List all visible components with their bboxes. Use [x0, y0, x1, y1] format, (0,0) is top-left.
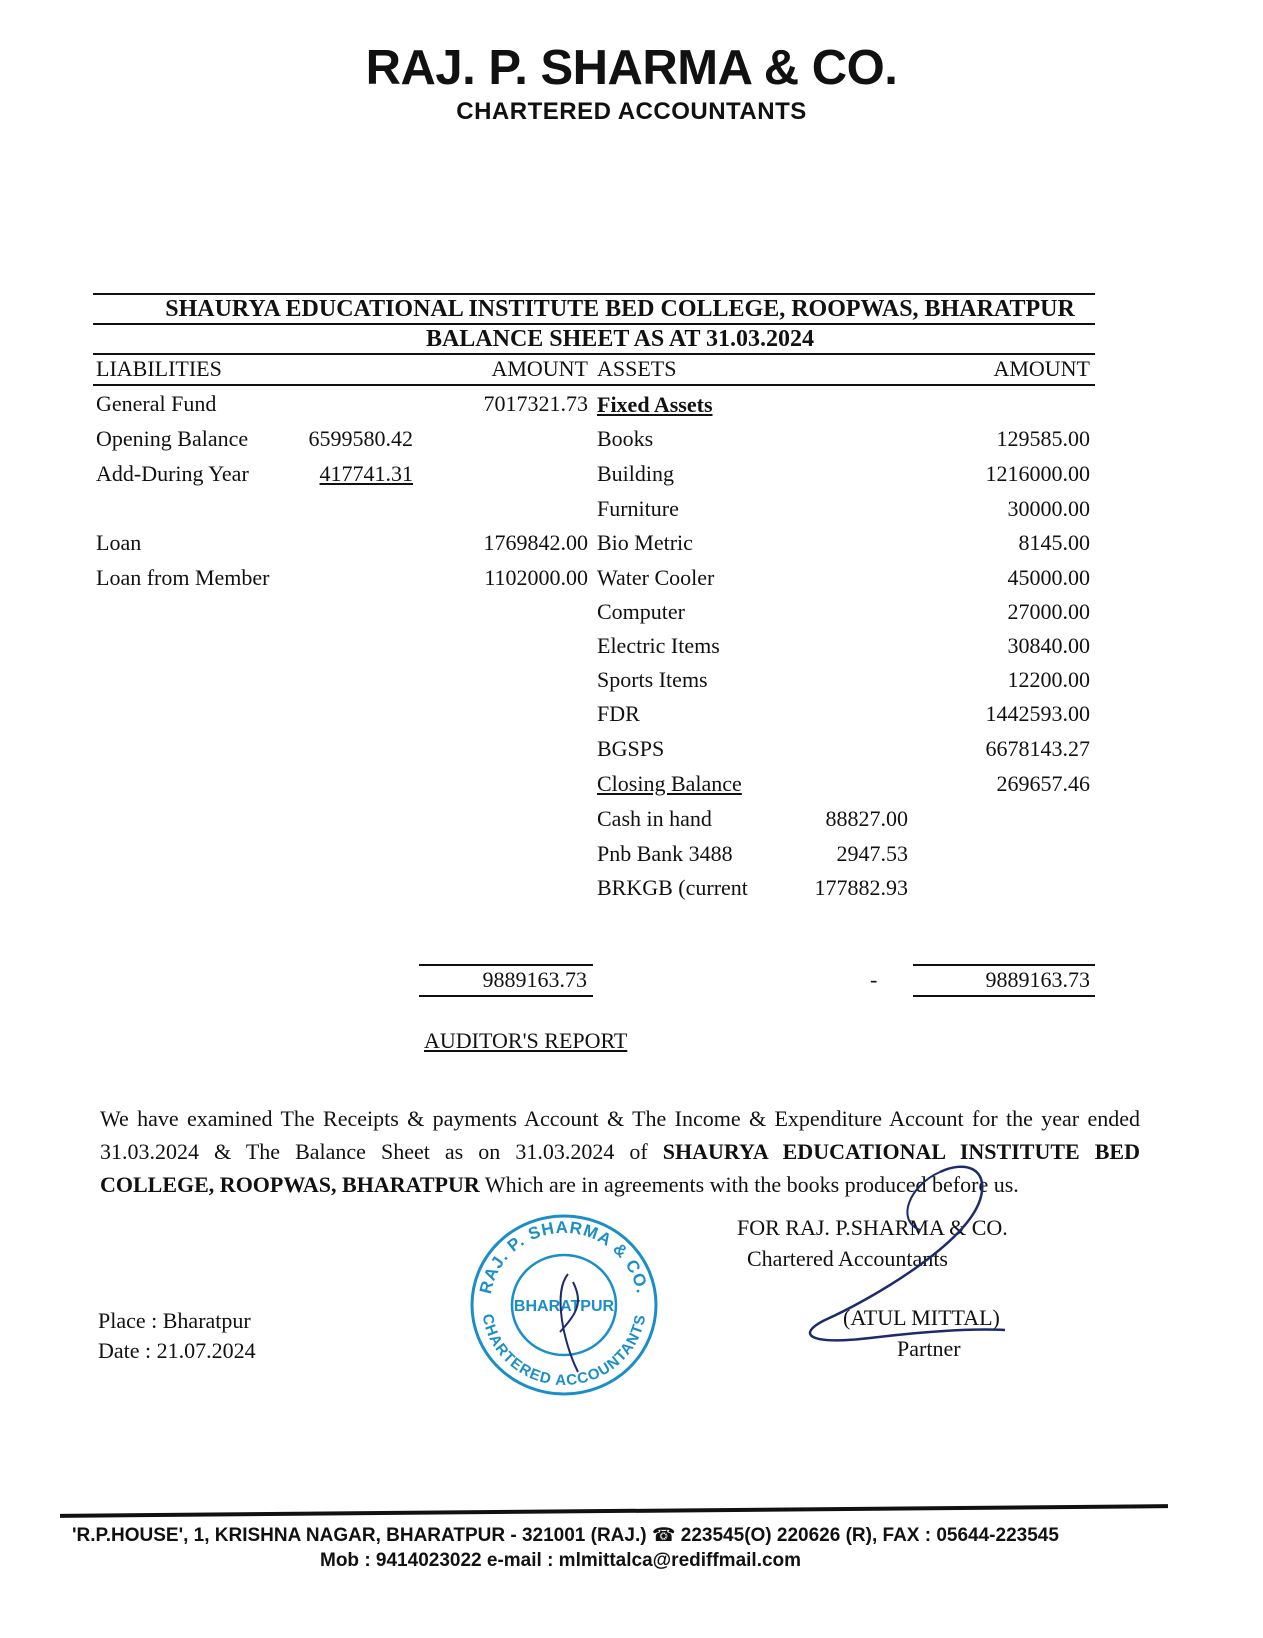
asset-label: Building [597, 461, 675, 486]
asset-label: Bio Metric [597, 530, 693, 555]
designation-line: Chartered Accountants [747, 1246, 948, 1271]
place-line: Place : Bharatpur [98, 1308, 251, 1333]
auditor-report-text-part2: Which are in agreements with the books produced before us. [479, 1172, 1019, 1197]
closing-item-label: Pnb Bank 3488 [597, 841, 733, 866]
for-firm-line: FOR RAJ. P.SHARMA & CO. [737, 1215, 1008, 1240]
total-left-rule-bottom [419, 995, 593, 997]
asset-label: Computer [597, 599, 685, 624]
asset-label: Books [597, 426, 654, 451]
rule-below-title [93, 323, 1095, 325]
signatory-role: Partner [897, 1336, 961, 1361]
asset-amount: 1216000.00 [985, 461, 1090, 486]
footer-address: 'R.P.HOUSE', 1, KRISHNA NAGAR, BHARATPUR - 321001 (RAJ.) ☎ 223545(O) 220626 (R), FAX : 05644-223545 [72, 1525, 1059, 1546]
firm-name: RAJ. P. SHARMA & CO. [365, 41, 898, 95]
loan-label: Loan [96, 530, 142, 555]
svg-text:RAJ. P. SHARMA & CO. [476, 1218, 652, 1296]
closing-item-label: Cash in hand [597, 806, 712, 831]
asset-label: Sports Items [597, 667, 708, 692]
header-liabilities: LIABILITIES [96, 356, 222, 381]
stamp-bottom-text: CHARTERED ACCOUNTANTS [478, 1312, 650, 1390]
loan-member-label: Loan from Member [96, 565, 270, 590]
handwritten-signature [790, 1160, 1020, 1360]
total-left-rule-top [419, 964, 593, 966]
fixed-assets-heading: Fixed Assets [597, 392, 713, 417]
asset-amount: 30000.00 [1007, 496, 1090, 521]
general-fund-label: General Fund [96, 391, 217, 416]
opening-balance-value: 6599580.42 [308, 426, 413, 451]
asset-amount: 30840.00 [1007, 633, 1090, 658]
footer-contact: Mob : 9414023022 e-mail : mlmittalca@rediffmail.com [320, 1550, 802, 1571]
closing-balance-label: Closing Balance [597, 771, 742, 796]
header-assets: ASSETS [597, 356, 677, 381]
asset-amount: 1442593.00 [985, 701, 1090, 726]
rule-top [93, 293, 1095, 295]
asset-label: Water Cooler [597, 565, 715, 590]
footer-rule [60, 1504, 1168, 1518]
total-left: 9889163.73 [482, 967, 587, 992]
general-fund-amount: 7017321.73 [483, 391, 588, 416]
add-during-year-value: 417741.31 [319, 461, 413, 486]
asset-label: FDR [597, 701, 640, 726]
total-right-rule-bottom [913, 995, 1095, 997]
closing-item-amount: 177882.93 [814, 875, 908, 900]
total-right: 9889163.73 [985, 967, 1090, 992]
auditor-report-title: AUDITOR'S REPORT [424, 1028, 628, 1053]
closing-item-amount: 88827.00 [825, 806, 908, 831]
asset-label: Furniture [597, 496, 679, 521]
asset-label: Electric Items [597, 633, 720, 658]
auditor-report-entity: SHAURYA EDUCATIONAL INSTITUTE BED COLLEGE, ROOPWAS, BHARATPUR [100, 1139, 1140, 1197]
signatory-name: (ATUL MITTAL) [843, 1305, 1000, 1330]
add-during-year-label: Add-During Year [96, 461, 249, 486]
header-amount-right: AMOUNT [993, 356, 1090, 381]
auditor-report-text-part1: We have examined The Receipts & payments Account & The Income & Expenditure Account for the year ended 31.03.2024 & The Balance Sheet as on 31.03.2024 of [100, 1106, 1140, 1164]
firm-subtitle: CHARTERED ACCOUNTANTS [456, 98, 807, 125]
asset-label: BGSPS [597, 736, 665, 761]
closing-item-label: BRKGB (current [597, 875, 748, 900]
rule-below-sheet-title [93, 353, 1095, 355]
asset-amount: 27000.00 [1007, 599, 1090, 624]
loan-amount: 1769842.00 [483, 530, 588, 555]
firm-stamp [468, 1212, 660, 1398]
opening-balance-label: Opening Balance [96, 426, 249, 451]
entity-title: SHAURYA EDUCATIONAL INSTITUTE BED COLLEGE, ROOPWAS, BHARATPUR [165, 296, 1075, 322]
date-line: Date : 21.07.2024 [98, 1338, 256, 1363]
asset-amount: 12200.00 [1007, 667, 1090, 692]
asset-amount: 6678143.27 [985, 736, 1090, 761]
total-dash: - [870, 967, 878, 992]
asset-amount: 8145.00 [1018, 530, 1090, 555]
svg-text:CHARTERED ACCOUNTANTS [479, 1312, 650, 1389]
sheet-title: BALANCE SHEET AS AT 31.03.2024 [425, 326, 815, 352]
stamp-top-text: RAJ. P. SHARMA & CO. [475, 1217, 653, 1296]
stamp-center-text: BHARATPUR [513, 1298, 615, 1315]
total-right-rule-top [913, 964, 1095, 966]
loan-member-amount: 1102000.00 [484, 565, 588, 590]
closing-balance-amount: 269657.46 [996, 771, 1090, 796]
rule-below-headers [93, 384, 1095, 386]
asset-amount: 129585.00 [996, 426, 1090, 451]
header-amount-left: AMOUNT [491, 356, 588, 381]
closing-item-amount: 2947.53 [836, 841, 908, 866]
asset-amount: 45000.00 [1007, 565, 1090, 590]
